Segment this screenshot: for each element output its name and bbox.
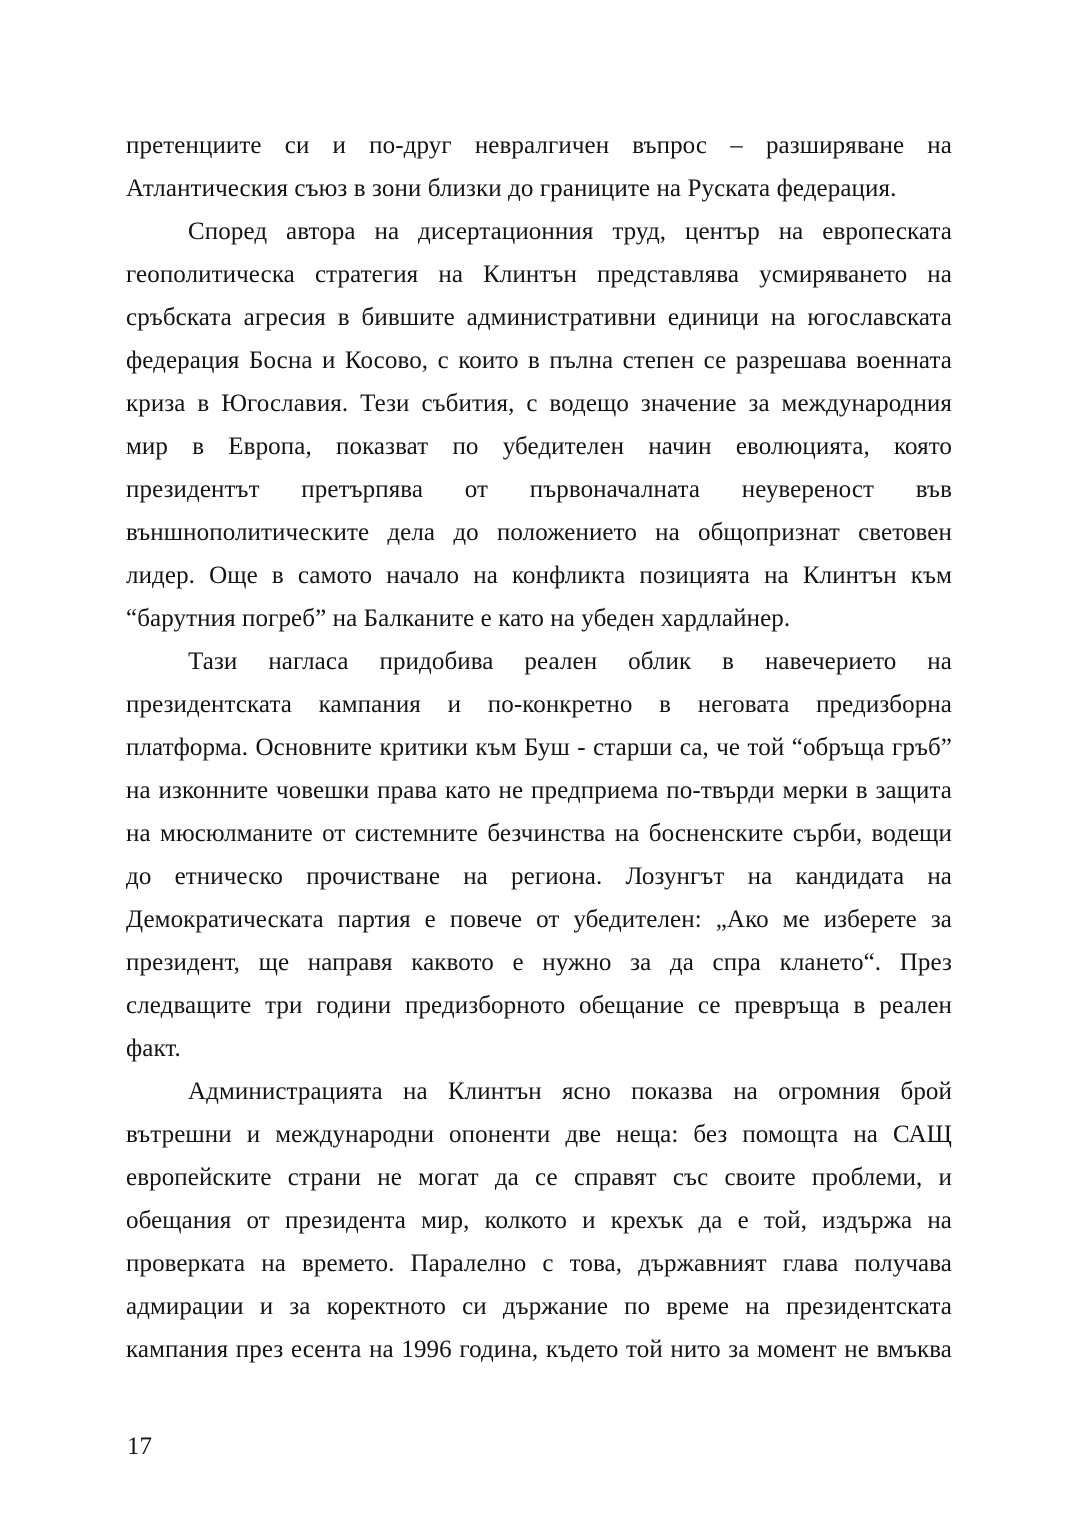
text-line: външнополитическите дела до положението на общопризнат световен xyxy=(126,519,952,546)
text-line: претенциите си и по-друг невралгичен въпрос – разширяване на xyxy=(126,132,952,159)
paragraph xyxy=(126,210,952,640)
text-line: мир в Европа, показват по убедителен начин еволюцията, която xyxy=(126,433,952,460)
text-line: “барутния погреб” на Балканите е като на убеден хардлайнер. xyxy=(126,605,791,632)
text-line: кампания през есента на 1996 година, където той нито за момент не вмъква xyxy=(126,1336,952,1363)
page-number: 17 xyxy=(127,1433,152,1460)
text-line: следващите три години предизборното обещание се превръща в реален xyxy=(126,992,952,1019)
paragraph xyxy=(126,1070,952,1371)
text-line: геополитическа стратегия на Клинтън представлява усмиряването на xyxy=(126,261,952,288)
text-line: Тази нагласа придобива реален облик в навечерието на xyxy=(188,648,952,675)
page-body-text xyxy=(126,124,952,1371)
text-line: проверката на времето. Паралелно с това, държавният глава получава xyxy=(126,1250,952,1277)
text-line: сръбската агресия в бившите административни единици на югославската xyxy=(126,304,952,331)
text-line: президентът претърпява от първоначалната неувереност във xyxy=(126,476,952,503)
text-line: президент, ще направя каквото е нужно за да спра клането“. През xyxy=(126,949,952,976)
text-line: Администрацията на Клинтън ясно показва на огромния брой xyxy=(188,1078,952,1105)
text-line: лидер. Още в самото начало на конфликта позицията на Клинтън към xyxy=(126,562,952,589)
paragraph xyxy=(126,124,952,210)
text-line: президентската кампания и по-конкретно в неговата предизборна xyxy=(126,691,952,718)
text-line: Според автора на дисертационния труд, център на европеската xyxy=(188,218,952,245)
text-line: факт. xyxy=(126,1035,181,1062)
text-line: Атлантическия съюз в зони близки до границите на Руската федерация. xyxy=(126,175,897,202)
text-line: Демократическата партия е повече от убедителен: „Ако ме изберете за xyxy=(126,906,952,933)
text-line: на мюсюлманите от системните безчинства на босненските сърби, водещи xyxy=(126,820,952,847)
text-line: криза в Югославия. Тези събития, с водещо значение за международния xyxy=(126,390,952,417)
text-line: европейските страни не могат да се справят със своите проблеми, и xyxy=(126,1164,952,1191)
text-line: до етническо прочистване на региона. Лозунгът на кандидата на xyxy=(126,863,952,890)
text-line: обещания от президента мир, колкото и крехък да е той, издържа на xyxy=(126,1207,952,1234)
text-line: вътрешни и международни опоненти две неща: без помощта на САЩ xyxy=(126,1121,952,1148)
text-line: платформа. Основните критики към Буш - старши са, че той “обръща гръб” xyxy=(126,734,952,761)
paragraph xyxy=(126,640,952,1070)
text-line: на изконните човешки права като не предприема по-твърди мерки в защита xyxy=(126,777,952,804)
text-line: федерация Босна и Косово, с които в пълна степен се разрешава военната xyxy=(126,347,952,374)
text-line: адмирации и за коректното си държание по време на президентската xyxy=(126,1293,952,1320)
